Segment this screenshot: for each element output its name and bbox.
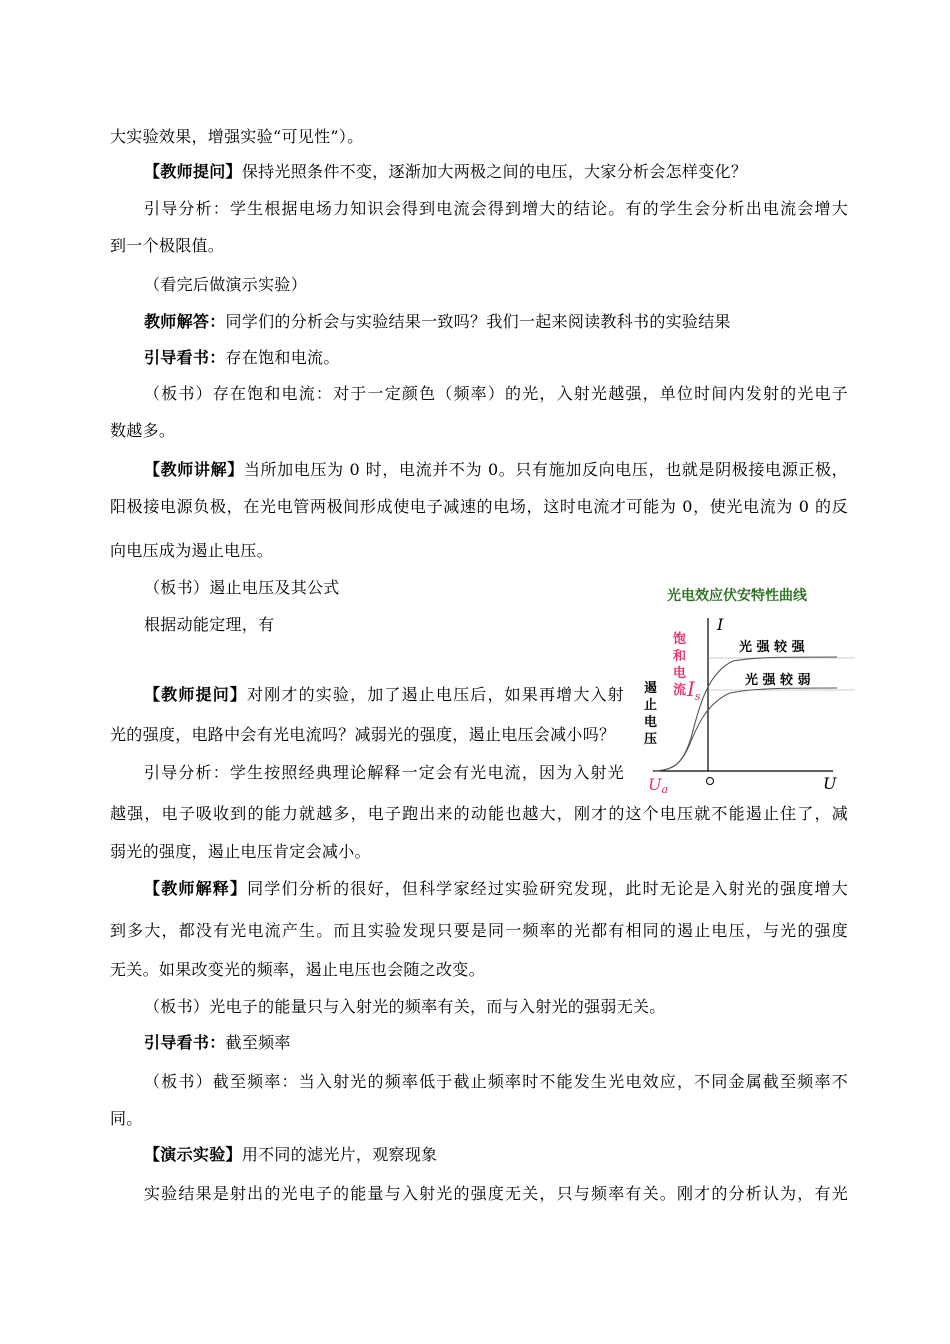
- paragraph-text: 同学们的分析会与实验结果一致吗？我们一起来阅读教科书的实验结果: [225, 312, 731, 331]
- strong-light-label: 光 强 较 强: [739, 640, 805, 655]
- paragraph-text: 根据动能定理，有: [144, 615, 275, 634]
- paragraph-guide-read: [144, 348, 340, 368]
- paragraph-text: 引导分析：学生根据电场力知识会得到电流会得到增大的结论。有的学生会分析出电流会增大: [144, 199, 848, 218]
- ua-label-sub: a: [661, 783, 669, 796]
- paragraph-label: 【教师提问】: [144, 685, 248, 704]
- paragraph-teacher-answer: [144, 312, 731, 332]
- paragraph-text: （看完后做演示实验）: [144, 275, 308, 294]
- is-label: [686, 677, 701, 703]
- paragraph-label: 【教师提问】: [144, 162, 242, 181]
- figure-title: 光电效应伏安特性曲线: [667, 588, 807, 604]
- paragraph-teacher-question: [144, 685, 624, 705]
- paragraph-text: （板书）存在饱和电流：对于一定颜色（频率）的光，入射光越强，单位时间内发射的光电子: [144, 384, 848, 403]
- stop-char-4: 压: [644, 732, 658, 747]
- paragraph-label: 【演示实验】: [144, 1145, 242, 1164]
- paragraph-text: 实验结果是射出的光电子的能量与入射光的强度无关，只与频率有关。刚才的分析认为，有光: [144, 1184, 848, 1203]
- paragraph-label: 引导看书：: [144, 1033, 226, 1052]
- iv-curve-svg: [615, 578, 855, 800]
- paragraph-teacher-explain: [144, 460, 848, 480]
- stop-char-2: 止: [644, 698, 658, 713]
- paragraph-text: 数越多。: [110, 421, 176, 440]
- origin-marker: [707, 778, 714, 785]
- paragraph-text: 引导分析：学生按照经典理论解释一定会有光电流，因为入射光: [144, 763, 624, 782]
- stop-char-1: 遏: [644, 681, 658, 696]
- saturation-char-3: 电: [673, 666, 687, 681]
- weak-light-curve: [655, 688, 837, 771]
- paragraph-text: （板书）光电子的能量只与入射光的频率有关，而与入射光的强弱无关。: [144, 997, 666, 1016]
- saturation-char-2: 和: [673, 649, 687, 664]
- ua-label-main: U: [648, 775, 662, 794]
- paragraph-label: 教师解答：: [144, 312, 226, 331]
- paragraph-text: 无关。如果改变光的频率，遏止电压也会随之改变。: [110, 960, 485, 979]
- iv-curve-figure: [615, 578, 855, 800]
- paragraph-teacher-question: [144, 162, 747, 182]
- weak-light-label: 光 强 较 弱: [745, 673, 811, 688]
- paragraph-text: 保持光照条件不变，逐渐加大两极之间的电压，大家分析会怎样变化？: [241, 162, 748, 181]
- paragraph-teacher-explain: [144, 879, 848, 899]
- paragraph-text: 同。: [110, 1109, 143, 1128]
- paragraph-text: （板书）截至频率：当入射光的频率低于截止频率时不能发生光电效应，不同金属截至频率不: [144, 1072, 848, 1091]
- paragraph-text: 对刚才的实验，加了遏止电压后，如果再增大入射: [247, 685, 624, 704]
- y-axis-label: I: [717, 615, 724, 634]
- is-label-main: I: [687, 677, 695, 701]
- paragraph-text: 到一个极限值。: [110, 236, 225, 255]
- saturation-char-4: 流: [673, 683, 687, 698]
- x-axis-label: U: [823, 774, 837, 793]
- paragraph-text: 阳极接电源负极，在光电管两极间形成使电子减速的电场，这时电流才可能为 0，使光电流为 0 的反: [110, 497, 848, 516]
- paragraph-text: 越强，电子吸收到的能力就越多，电子跑出来的动能也越大，刚才的这个电压就不能遏止住了，减: [110, 804, 848, 823]
- paragraph-text: 同学们分析的很好，但科学家经过实验研究发现，此时无论是入射光的强度增大: [247, 879, 848, 898]
- paragraph-text: 截至频率: [225, 1033, 291, 1052]
- paragraph-label: 引导看书：: [144, 348, 226, 367]
- saturation-char-1: 饱: [673, 632, 687, 647]
- paragraph-text: 用不同的滤光片，观察现象: [241, 1145, 438, 1164]
- paragraph-label: 【教师讲解】: [144, 460, 244, 479]
- paragraph-text: 光的强度，电路中会有光电流吗？减弱光的强度，遏止电压会减小吗？: [110, 725, 616, 744]
- paragraph-text: 到多大，都没有光电流产生。而且实验发现只要是同一频率的光都有相同的遏止电压，与光的强度: [110, 921, 848, 940]
- paragraph-label: 【教师解释】: [144, 879, 248, 898]
- stop-char-3: 电: [644, 715, 658, 730]
- paragraph-text: 向电压成为遏止电压。: [110, 541, 274, 560]
- paragraph-demo-experiment: [144, 1145, 437, 1165]
- paragraph-text: 弱光的强度，遏止电压肯定会减小。: [110, 842, 371, 861]
- paragraph-text: （板书）遏止电压及其公式: [144, 578, 340, 597]
- paragraph-guide-read: [144, 1033, 291, 1053]
- paragraph-text: 存在饱和电流。: [225, 348, 340, 367]
- paragraph-text: 大实验效果，增强实验“可见性”）。: [110, 127, 364, 146]
- paragraph-text: 当所加电压为 0 时，电流并不为 0。只有施加反向电压，也就是阴极接电源正极，: [243, 460, 848, 479]
- ua-label: [648, 775, 668, 796]
- is-label-sub: s: [694, 690, 701, 703]
